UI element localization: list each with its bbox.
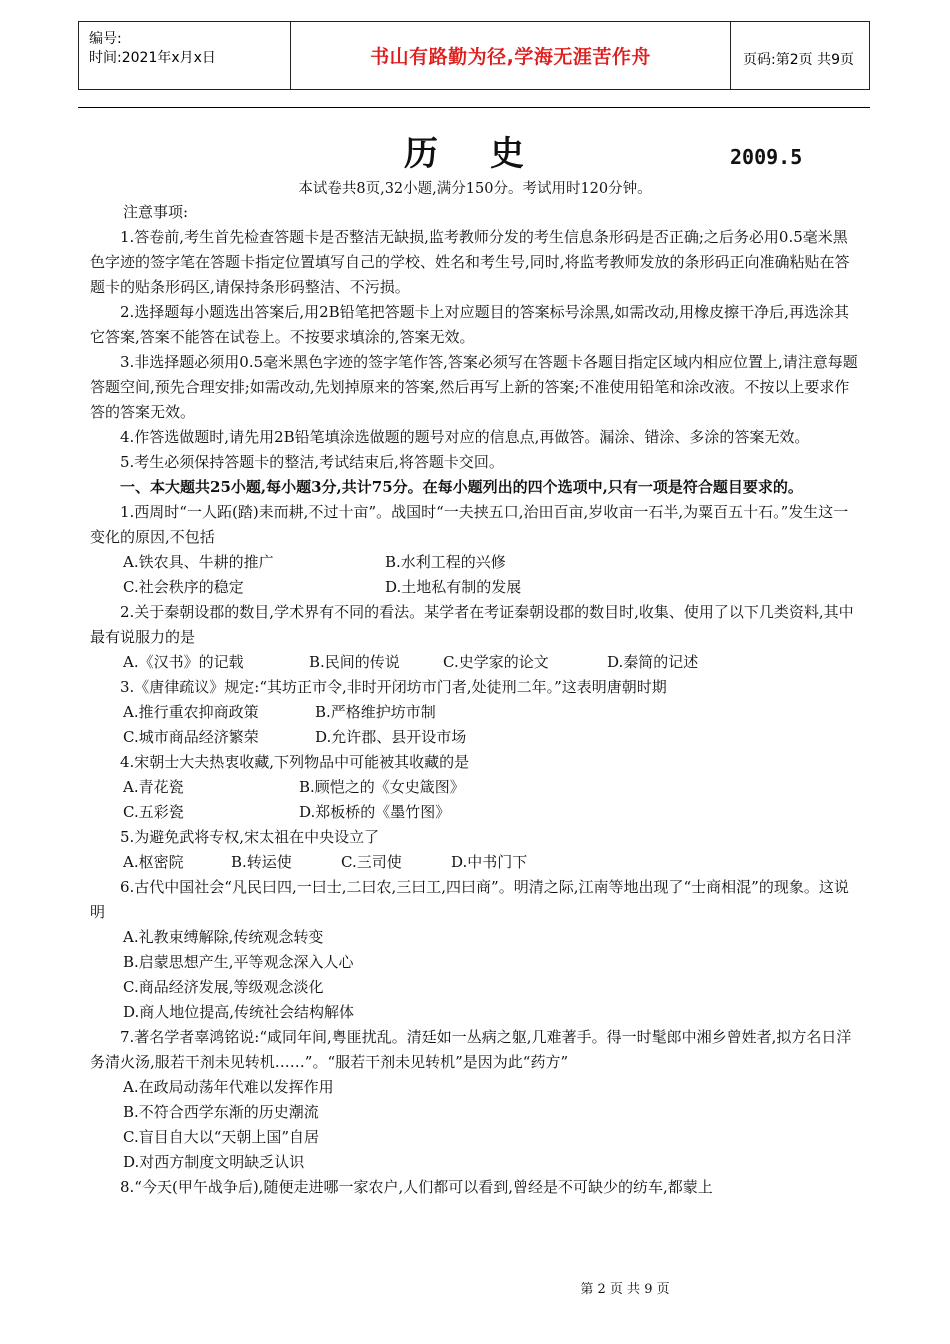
option-row (90, 700, 860, 725)
option-row (90, 550, 860, 575)
time-label: 时间:2021年x月x日 (89, 50, 216, 66)
option-a: A.推行重农抑商政策 (123, 703, 259, 721)
header-motto-cell (291, 22, 731, 89)
question-stem: 2.关于秦朝设郡的数目,学术界有不同的看法。某学者在考证秦朝设郡的数目时,收集、使用了以下几类资料,其中最有说服力的是 (90, 603, 854, 646)
header-info-cell (79, 22, 291, 89)
option-row (90, 575, 860, 600)
option-row (90, 650, 860, 675)
option-b: B.顾恺之的《女史箴图》 (299, 778, 465, 796)
question-stem: 8.“今天(甲午战争后),随便走进哪一家农户,人们都可以看到,曾经是不可缺少的纺车,都蒙上 (120, 1178, 713, 1196)
option-b: B.严格维护坊市制 (315, 703, 436, 721)
option-d: D.土地私有制的发展 (385, 578, 522, 596)
option-a: A.铁农具、牛耕的推广 (123, 553, 274, 571)
motto: 书山有路勤为径,学海无涯苦作舟 (370, 46, 651, 68)
exam-date: 2009.5 (730, 145, 803, 169)
page-info: 页码:第2页 共9页 (743, 52, 854, 68)
option-row (90, 800, 860, 825)
option-row: B.不符合西学东渐的历史潮流 (123, 1103, 319, 1121)
option-c: C.五彩瓷 (123, 803, 184, 821)
note-item: 3.非选择题必须用0.5毫米黑色字迹的签字笔作答,答案必须写在答题卡各题目指定区域内相应位置上,请注意每题答题空间,预先合理安排;如需改动,先划掉原来的答案,然后再写上新的答案;不准使用铅笔和涂改液。不按以上要求作答的答案无效。 (90, 353, 858, 421)
option-row: A.礼教束缚解除,传统观念转变 (123, 928, 324, 946)
option-c: C.城市商品经济繁荣 (123, 728, 259, 746)
option-b: B.民间的传说 (309, 653, 400, 671)
option-c: C.三司使 (341, 853, 402, 871)
option-c: C.史学家的论文 (443, 653, 549, 671)
option-row: B.启蒙思想产生,平等观念深入人心 (123, 953, 354, 971)
option-c: C.社会秩序的稳定 (123, 578, 244, 596)
question-stem: 5.为避免武将专权,宋太祖在中央设立了 (120, 828, 380, 846)
option-row (90, 725, 860, 750)
option-d: D.中书门下 (451, 853, 528, 871)
question-stem: 3.《唐律疏议》规定:“其坊正市令,非时开闭坊市门者,处徒刑二年。”这表明唐朝时期 (120, 678, 667, 696)
note-item: 5.考生必须保持答题卡的整洁,考试结束后,将答题卡交回。 (120, 453, 504, 471)
note-item: 2.选择题每小题选出答案后,用2B铅笔把答题卡上对应题目的答案标号涂黑,如需改动,用橡皮擦干净后,再选涂其它答案,答案不能答在试卷上。不按要求填涂的,答案无效。 (90, 303, 849, 346)
option-a: A.《汉书》的记载 (123, 653, 244, 671)
option-d: D.郑板桥的《墨竹图》 (299, 803, 451, 821)
option-row: D.对西方制度文明缺乏认识 (123, 1153, 305, 1171)
notes-heading: 注意事项: (123, 203, 189, 221)
option-row: C.盲目自大以“天朝上国”自居 (123, 1128, 320, 1146)
exam-body (90, 200, 860, 1200)
option-row (90, 850, 860, 875)
question-stem: 6.古代中国社会“凡民曰四,一曰士,二曰农,三曰工,四曰商”。明清之际,江南等地出现了“士商相混”的现象。这说明 (90, 878, 849, 921)
header-box (78, 21, 870, 90)
option-d: D.允许郡、县开设市场 (315, 728, 467, 746)
question-stem: 1.西周时“一人跖(踏)耒而耕,不过十亩”。战国时“一夫挟五口,治田百亩,岁收亩一石半,为粟百五十石。”发生这一变化的原因,不包括 (90, 503, 849, 546)
exam-intro: 本试卷共8页,32小题,满分150分。考试用时120分钟。 (298, 181, 652, 197)
option-b: B.水利工程的兴修 (385, 553, 506, 571)
note-item: 1.答卷前,考生首先检查答题卡是否整洁无缺损,监考教师分发的考生信息条形码是否正确;之后务必用0.5毫米黑色字迹的签字笔在答题卡指定位置填写自己的学校、姓名和考生号,同时,将监考教师发放的条形码正向准确粘贴在答题卡的贴条形码区,请保持条形码整洁、不污损。 (90, 228, 850, 296)
option-a: A.枢密院 (123, 853, 184, 871)
option-a: A.青花瓷 (123, 778, 184, 796)
option-row: D.商人地位提高,传统社会结构解体 (123, 1003, 355, 1021)
page-footer: 第 2 页 共 9 页 (580, 1282, 670, 1297)
question-stem: 7.著名学者辜鸿铭说:“咸同年间,粤匪扰乱。清廷如一丛病之躯,几难著手。得一时髦郎中湘乡曾姓者,拟方名日洋务清火汤,服若干剂未见转机……”。“服若干剂未见转机”是因为此“药方” (90, 1028, 852, 1071)
note-item: 4.作答选做题时,请先用2B铅笔填涂选做题的题号对应的信息点,再做答。漏涂、错涂、多涂的答案无效。 (120, 428, 810, 446)
option-row: C.商品经济发展,等级观念淡化 (123, 978, 324, 996)
option-row: A.在政局动荡年代难以发挥作用 (123, 1078, 334, 1096)
question-stem: 4.宋朝士大夫热衷收藏,下列物品中可能被其收藏的是 (120, 753, 470, 771)
page-title: 历史 (404, 134, 576, 174)
header-divider (78, 107, 870, 108)
option-b: B.转运使 (231, 853, 292, 871)
number-label: 编号: (89, 31, 122, 47)
header-page-cell (731, 22, 869, 89)
option-d: D.秦简的记述 (607, 653, 699, 671)
option-row (90, 775, 860, 800)
section-heading: 一、本大题共25小题,每小题3分,共计75分。在每小题列出的四个选项中,只有一项是符合题目要求的。 (120, 478, 803, 496)
